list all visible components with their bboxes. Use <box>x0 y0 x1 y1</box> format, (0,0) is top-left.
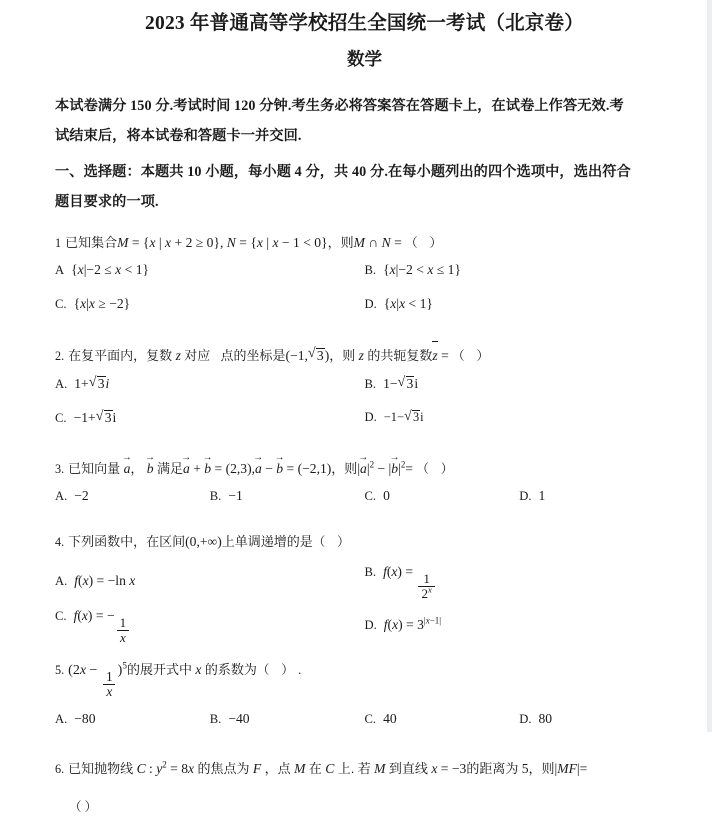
question-3-math: a → + b → = (2,3),a → − b → = (−2,1) <box>183 461 331 476</box>
question-5-option-d[interactable] <box>519 709 674 729</box>
question-3-option-a-body: −2 <box>74 488 89 504</box>
question-5-option-c-label: C. <box>364 712 377 727</box>
question-5-options <box>55 709 674 743</box>
question-3-option-c-body: 0 <box>383 488 390 504</box>
question-1-option-b-body: {x|−2 < x ≤ 1} <box>383 262 461 278</box>
question-5-answer-blank[interactable]: （ ）. <box>256 663 306 678</box>
question-2-option-c-body: −1+ √ 3i <box>74 407 117 428</box>
question-1-option-a-body: {x|−2 ≤ x < 1} <box>71 262 150 278</box>
question-1-math: M = {x | x + 2 ≥ 0}, N = {x | x − 1 < 0} <box>117 235 328 251</box>
section-heading-line-2: 题目要求的一项. <box>55 194 159 211</box>
question-2-answer-blank[interactable]: （ ） <box>452 349 494 364</box>
question-3-option-d[interactable] <box>519 486 674 506</box>
question-4-option-d-label: D. <box>364 618 377 633</box>
question-4-option-d-body: $f(x) = 3^{|x-1|}$ <box>383 615 442 633</box>
question-2-number: 2. <box>55 349 65 364</box>
question-3-option-b-label: B. <box>209 489 222 504</box>
question-5-stem <box>55 653 674 699</box>
question-2 <box>55 341 674 441</box>
question-5-option-c[interactable] <box>365 709 520 729</box>
question-2-var-z2: z <box>358 348 364 364</box>
question-1-option-d-body: {x|x < 1} <box>383 296 433 312</box>
question-1-option-row-2 <box>55 294 674 328</box>
question-4-option-d[interactable] <box>365 615 675 635</box>
instructions-line-2: 试结束后，将本试卷和答题卡一并交回. <box>55 128 302 145</box>
question-1-option-row-1 <box>55 260 674 294</box>
question-3-vector-a: a → <box>124 454 131 482</box>
question-4-option-c-body: f(x) = − $\frac{1}{x}$ <box>74 606 132 644</box>
question-1-stem-text: 已知集合 <box>65 235 118 251</box>
question-6-stem-text-8: 的距离为 <box>466 761 519 777</box>
question-1-answer-blank[interactable]: （ ） <box>405 236 447 251</box>
question-3-math-2: $|a \to|^2 - |b \to|^2=$ <box>357 461 413 476</box>
question-5-math: (2x − $\frac{1}{x}$ )$^5$ <box>68 660 127 700</box>
question-2-option-row-1 <box>55 373 674 407</box>
question-2-option-b-body: 1− √ 3i <box>383 373 418 394</box>
question-1-option-a[interactable] <box>55 260 365 280</box>
question-2-option-d-body: −1− √ 3i <box>384 407 424 427</box>
question-6-stem-text-1: 已知抛物线 <box>68 761 134 777</box>
question-6-answer-blank[interactable]: （ ） <box>69 800 98 815</box>
question-1-option-a-label: A <box>55 263 65 278</box>
question-2-stem-mid-4: 的共轭复数 <box>367 348 433 364</box>
question-6-stem-text-9: ，则 <box>528 761 555 777</box>
question-2-option-d-label: D. <box>364 410 377 425</box>
question-4-number: 4. <box>55 535 65 550</box>
question-3-stem-mid-1: 满足 <box>156 461 183 477</box>
question-3-option-c[interactable] <box>365 486 520 506</box>
section-heading-line-1: 一、选择题：本题共 10 小题，每小题 4 分，共 40 分.在每小题列出的四个选项中，选出符合 <box>55 164 631 181</box>
question-4-options <box>55 559 674 647</box>
question-6-stem-text-6: 若 <box>357 761 371 777</box>
question-2-conjugate: z = <box>432 348 448 363</box>
question-4-stem-pre: 下列函数中，在区间 <box>68 534 186 550</box>
question-3-options <box>55 486 674 520</box>
question-3-option-b[interactable] <box>210 486 365 506</box>
question-6-stem-text-3: ，点 <box>264 761 291 777</box>
question-3-stem <box>55 454 674 482</box>
question-2-option-a-label: A. <box>55 377 68 392</box>
question-4-option-b[interactable] <box>365 562 675 600</box>
question-3-stem-pre: 已知向量 <box>68 461 121 477</box>
question-4-option-c[interactable] <box>55 606 365 644</box>
question-6-stem-text-5: 上. <box>337 761 355 777</box>
question-1-option-d-label: D. <box>364 297 377 312</box>
question-3 <box>55 454 674 520</box>
question-5-number: 5. <box>55 663 65 678</box>
question-4-interval: (0,+∞) <box>185 534 222 550</box>
section-heading-choice <box>55 157 674 217</box>
question-5-option-b-label: B. <box>209 712 222 727</box>
question-5-stem-mid-1: 的展开式中 <box>126 662 192 678</box>
instructions-line-1: 本试卷满分 150 分.考试时间 120 分钟.考生务必将答案答在答题卡上，在试卷上作答无效.考 <box>55 98 624 115</box>
question-3-option-d-body: 1 <box>538 488 546 504</box>
question-6-stem-text-4: 在 <box>308 761 322 777</box>
question-2-option-b-label: B. <box>364 377 377 392</box>
question-3-option-a[interactable] <box>55 486 210 506</box>
question-3-option-c-label: C. <box>364 489 377 504</box>
page-title: 2023 年普通高等学校招生全国统一考试（北京卷） <box>145 13 584 34</box>
question-5-option-d-body: 80 <box>538 711 553 727</box>
question-2-option-a[interactable] <box>55 373 365 394</box>
question-6-stem-text-2: 的焦点为 <box>197 761 250 777</box>
question-2-stem-mid-3: ，则 <box>329 348 356 364</box>
question-4 <box>55 529 674 647</box>
question-3-option-a-label: A. <box>55 489 68 504</box>
question-1-option-c-label: C. <box>55 297 67 312</box>
question-1-number: 1 <box>55 236 62 251</box>
question-3-vector-b: b → <box>147 454 154 482</box>
question-1-option-b-label: B. <box>364 263 377 278</box>
question-5-option-row-1 <box>55 709 674 743</box>
question-4-option-b-label: B. <box>364 565 377 580</box>
subject-title: 数学 <box>347 49 382 70</box>
question-6 <box>55 756 674 817</box>
question-4-option-row-1 <box>55 559 674 603</box>
question-4-option-a[interactable] <box>55 571 365 591</box>
question-3-stem-mid-2: ，则 <box>331 461 358 477</box>
question-2-stem-mid-1: 对应 <box>184 348 211 364</box>
question-1 <box>55 230 674 328</box>
question-4-answer-blank[interactable]: （ ） <box>312 535 355 550</box>
question-5-option-a-body: −80 <box>74 711 96 727</box>
question-1-stem <box>55 230 674 256</box>
question-2-options <box>55 373 674 441</box>
question-2-stem-pre: 在复平面内，复数 <box>68 348 173 364</box>
question-4-stem <box>55 529 674 555</box>
question-2-option-b[interactable] <box>365 373 675 394</box>
question-6-number: 6. <box>55 762 65 777</box>
question-2-option-a-body: 1+ √ 3i <box>74 373 109 394</box>
question-5-option-a-label: A. <box>55 712 68 727</box>
question-5-option-c-body: 40 <box>383 711 397 727</box>
question-3-answer-blank[interactable]: （ ） <box>416 462 458 477</box>
question-1-math-2: M ∩ N = <box>353 235 402 251</box>
question-3-option-d-label: D. <box>519 489 532 504</box>
question-3-number: 3. <box>55 462 65 477</box>
question-6-stem: 6. 已知抛物线 C : $y^2 = 8x$ 的焦点为 F ，点 M 在 C 上. 若 M 到直线 x = −3的距离为 5，则|MF|= <box>55 759 588 777</box>
question-5-option-d-label: D. <box>519 712 532 727</box>
question-2-option-row-2 <box>55 407 674 441</box>
question-4-option-a-body: f(x) = −ln x <box>74 573 136 589</box>
question-5-option-b-body: −40 <box>228 711 250 727</box>
question-5-var-x: x <box>195 662 202 678</box>
question-6-stem-text-7: 到直线 <box>388 761 428 777</box>
question-5 <box>55 653 674 743</box>
question-1-stem-mid: ，则 <box>327 235 354 251</box>
question-4-option-a-label: A. <box>55 574 68 589</box>
question-2-option-c[interactable] <box>55 407 365 428</box>
question-1-option-c-body: {x|x ≥ −2} <box>73 296 131 312</box>
question-2-stem-mid-2: 点的坐标是 <box>220 348 286 364</box>
question-2-coordinate: (−1, √ 3) <box>286 348 330 363</box>
question-2-option-c-label: C. <box>55 411 67 426</box>
question-2-var-z: z <box>175 348 181 364</box>
question-4-stem-mid: 上单调递增的是 <box>221 534 313 550</box>
question-1-option-b[interactable] <box>365 260 675 280</box>
question-2-option-d[interactable] <box>365 407 675 427</box>
question-3-option-b-body: −1 <box>228 488 243 504</box>
question-4-option-c-label: C. <box>55 609 67 624</box>
question-1-option-d[interactable] <box>365 294 675 314</box>
question-4-option-b-body: f(x) = $\frac{1}{2^x}$ <box>383 562 437 600</box>
question-5-stem-mid-2: 的系数为 <box>204 662 257 678</box>
question-4-option-row-2 <box>55 603 674 647</box>
question-1-options <box>55 260 674 328</box>
question-2-stem <box>55 341 674 369</box>
question-3-comma: ， <box>130 461 144 477</box>
exam-instructions <box>55 91 674 151</box>
question-1-option-c[interactable] <box>55 294 365 314</box>
question-3-option-row-1 <box>55 486 674 520</box>
question-5-option-b[interactable] <box>210 709 365 729</box>
question-5-option-a[interactable] <box>55 709 210 729</box>
